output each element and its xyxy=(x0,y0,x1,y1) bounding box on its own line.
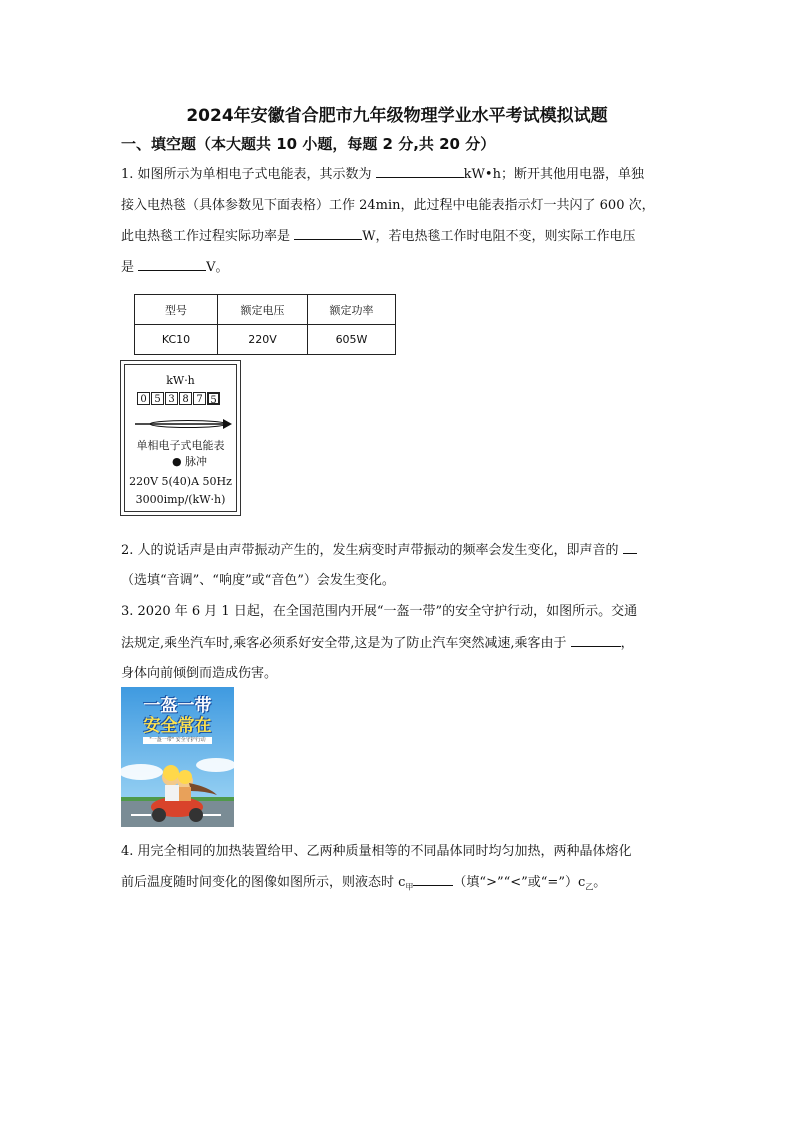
energy-meter-figure xyxy=(120,360,241,516)
q4-text: （填“>”“<”或“=”）c xyxy=(453,875,586,890)
q1-line-2: 接入电热毯（具体参数见下面表格）工作 24min，此过程中电能表指示灯一共闪了 600 次， xyxy=(121,198,655,213)
q3-text: 法规定,乘坐汽车时,乘客必须系好安全带,这是为了防止汽车突然减速,乘客由于 xyxy=(121,636,571,651)
q4-sub-jia: 甲 xyxy=(405,882,414,892)
meter-digit: 7 xyxy=(193,392,206,405)
q4-sub-yi: 乙 xyxy=(585,882,594,892)
q3-line-1: 3. 2020 年 6 月 1 日起，在全国范围内开展“一盔一带”的安全守护行动，如图所示。交通 xyxy=(121,604,638,619)
q1-blank-voltage[interactable] xyxy=(138,257,206,271)
meter-digit: 5 xyxy=(151,392,164,405)
safety-poster-image xyxy=(121,687,234,827)
meter-constant: 3000imp/(kW·h) xyxy=(135,493,226,506)
meter-frame xyxy=(124,364,237,512)
q3-line-2 xyxy=(121,632,634,651)
meter-digit-decimal: 5 xyxy=(207,392,220,405)
poster-title-line-1: 一盔一带 xyxy=(143,696,212,716)
spec-table xyxy=(134,294,396,355)
table-cell: KC10 xyxy=(135,325,218,355)
meter-digit: 8 xyxy=(179,392,192,405)
meter-digit: 3 xyxy=(165,392,178,405)
q2-line-2: （选填“音调”、“响度”或“音色”）会发生变化。 xyxy=(121,573,395,588)
q2-line-1 xyxy=(121,539,637,558)
q4-text: 前后温度随时间变化的图像如图所示，则液态时 c xyxy=(121,875,406,890)
page-title: 2024年安徽省合肥市九年级物理学业水平考试模拟试题 xyxy=(186,106,608,126)
q3-blank[interactable] xyxy=(571,633,621,647)
poster-subtitle: "一盔一带" 安全守护行动 xyxy=(143,737,212,744)
meter-name: 单相电子式电能表 xyxy=(136,439,225,452)
meter-unit: kW·h xyxy=(166,374,195,387)
table-header: 额定功率 xyxy=(308,295,396,325)
q1-line-4 xyxy=(121,256,229,275)
q1-blank-power[interactable] xyxy=(294,226,362,240)
table-row xyxy=(135,325,396,355)
q3-text: ， xyxy=(620,636,634,651)
meter-pulse-indicator: ● 脉冲 xyxy=(171,455,208,468)
table-header: 型号 xyxy=(135,295,218,325)
q1-text: W，若电热毯工作时电阻不变，则实际工作电压 xyxy=(362,229,636,244)
q2-text: 2. 人的说话声是由声带振动产生的，发生病变时声带振动的频率会发生变化，即声音的 xyxy=(121,543,623,558)
q1-text: kW•h；断开其他用电器，单独 xyxy=(463,167,644,182)
table-header: 额定电压 xyxy=(218,295,308,325)
table-cell: 605W xyxy=(308,325,396,355)
meter-rating: 220V 5(40)A 50Hz xyxy=(129,475,232,488)
meter-arrow-icon xyxy=(133,417,233,431)
q1-text: 是 xyxy=(121,260,139,275)
q4-line-1: 4. 用完全相同的加热装置给甲、乙两种质量相等的不同晶体同时均匀加热，两种晶体熔化 xyxy=(121,844,632,859)
table-cell: 220V xyxy=(218,325,308,355)
section-heading: 一、填空题（本大题共 10 小题，每题 2 分,共 20 分） xyxy=(121,135,496,153)
q1-line-1 xyxy=(121,163,644,182)
q3-line-3: 身体向前倾倒而造成伤害。 xyxy=(121,666,278,681)
q4-blank[interactable] xyxy=(413,872,453,886)
meter-digits xyxy=(137,392,221,405)
q1-text: 此电热毯工作过程实际功率是 xyxy=(121,229,295,244)
meter-digit: 0 xyxy=(137,392,150,405)
q1-blank-reading[interactable] xyxy=(376,164,464,178)
q1-line-3 xyxy=(121,225,636,244)
poster-title-line-2: 安全常在 xyxy=(143,716,212,736)
q1-text: 1. 如图所示为单相电子式电能表，其示数为 xyxy=(121,167,376,182)
table-header-row xyxy=(135,295,396,325)
q4-text: 。 xyxy=(593,875,607,890)
q1-text: V。 xyxy=(206,260,229,275)
q2-blank[interactable] xyxy=(623,540,637,554)
q4-line-2 xyxy=(121,871,606,893)
